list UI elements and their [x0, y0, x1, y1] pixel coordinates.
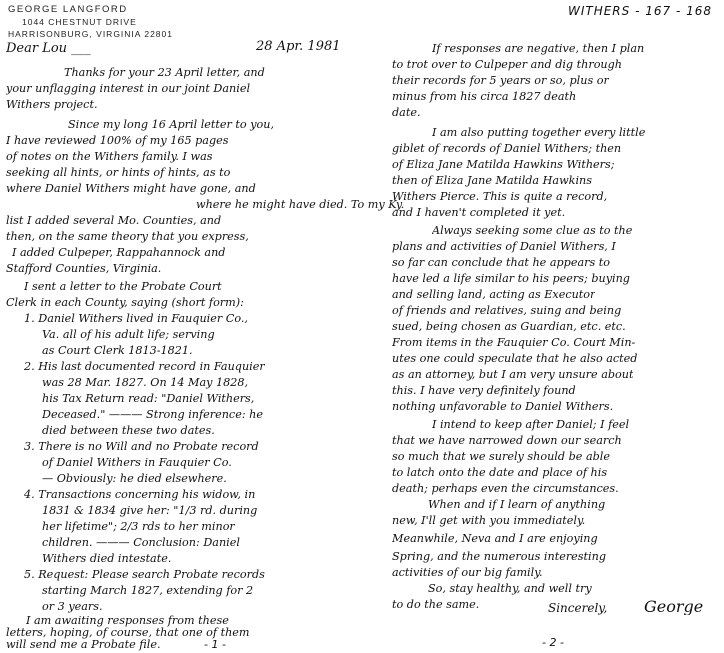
page-one-text-line: I sent a letter to the Probate Court	[24, 280, 222, 293]
page-one-text-line: seeking all hints, or hints of hints, as to	[6, 166, 231, 179]
page-two-text-line: so much that we surely should be able	[392, 450, 610, 463]
page-one-text-line: 3. There is no Will and no Probate record	[24, 440, 259, 453]
page-one-text-line: Thanks for your 23 April letter, and	[64, 66, 265, 79]
page-one-text-line: of notes on the Withers family. I was	[6, 150, 213, 163]
page-one-text-line: Va. all of his adult life; serving	[42, 328, 215, 341]
page-two-text-line: to trot over to Culpeper and dig through	[392, 58, 623, 71]
page-two-text-line: So, stay healthy, and well try	[428, 582, 592, 595]
page-one-text-line: Since my long 16 April letter to you,	[68, 118, 275, 131]
page-two-text-line: When and if I learn of anything	[428, 498, 606, 511]
closing: Sincerely,	[548, 601, 608, 615]
page-two-text-line: From items in the Fauquier Co. Court Min-	[392, 336, 636, 349]
page-two-text-line: of friends and relatives, suing and being	[392, 304, 622, 317]
page-one-text-line: where Daniel Withers might have gone, and	[6, 182, 256, 195]
page-two-text-line: utes one could speculate that he also acted	[392, 352, 638, 365]
page-one-text-line: I am awaiting responses from these	[26, 614, 229, 627]
page-one-text-line: children. ——— Conclusion: Daniel	[42, 536, 240, 549]
page-one-text-line: — Obviously: he died elsewhere.	[42, 472, 227, 485]
letterhead-street: 1044 CHESTNUT DRIVE	[22, 17, 137, 27]
signature: George	[644, 598, 704, 616]
page-two-text-line: minus from his circa 1827 death	[392, 90, 577, 103]
page-one-text-line: letters, hoping, of course, that one of them	[6, 626, 250, 639]
page-two-text-line: sued, being chosen as Guardian, etc. etc.	[392, 320, 626, 333]
page-one-text-line: 2. His last documented record in Fauquier	[24, 360, 265, 373]
page-two-text-line: plans and activities of Daniel Withers, I	[392, 240, 616, 253]
page-one-text-line: your unflagging interest in our joint Daniel	[6, 82, 251, 95]
page-two-text-line: then of Eliza Jane Matilda Hawkins	[392, 174, 592, 187]
page-two-text-line: so far can conclude that he appears to	[392, 256, 611, 269]
page-one-text-line: or 3 years.	[42, 600, 103, 613]
reference-code: WITHERS - 167 - 168	[567, 4, 712, 18]
page-two-text-line: giblet of records of Daniel Withers; then	[392, 142, 622, 155]
page-one-text-line: I have reviewed 100% of my 165 pages	[6, 134, 229, 147]
page-two-text-line: Meanwhile, Neva and I are enjoying	[392, 532, 598, 545]
page-one-text-line: of Daniel Withers in Fauquier Co.	[42, 456, 232, 469]
page-two-text-line: date.	[392, 106, 421, 119]
page-one-text-line: Withers project.	[6, 98, 98, 111]
page-one-text-line: 1831 & 1834 give her: "1/3 rd. during	[42, 504, 258, 517]
page-two-text-line: new, I'll get with you immediately.	[392, 514, 586, 527]
page-two-text-line: death; perhaps even the circumstances.	[392, 482, 619, 495]
page-one-text-line: Clerk in each County, saying (short form):	[6, 296, 244, 309]
page-one-text-line: where he might have died. To my Ky.	[196, 198, 405, 211]
letter-date: 28 Apr. 1981	[256, 39, 341, 54]
page-one-text-line: list I added several Mo. Counties, and	[6, 214, 222, 227]
page-one-text-line: as Court Clerk 1813-1821.	[42, 344, 193, 357]
page-two-text-line: I am also putting together every little	[432, 126, 646, 139]
letterhead-city: HARRISONBURG, VIRGINIA 22801	[8, 29, 173, 39]
page-two-text-line: Always seeking some clue as to the	[432, 224, 633, 237]
page-one-number: - 1 -	[204, 638, 226, 651]
letterhead-name: GEORGE LANGFORD	[8, 4, 128, 15]
salutation: Dear Lou ___	[6, 41, 91, 56]
page-two-text-line: Spring, and the numerous interesting	[392, 550, 606, 563]
page-one-text-line: 4. Transactions concerning his widow, in	[24, 488, 256, 501]
page-one-text-line: died between these two dates.	[42, 424, 215, 437]
page-one-text-line: Withers died intestate.	[42, 552, 172, 565]
page-two-text-line: nothing unfavorable to Daniel Withers.	[392, 400, 614, 413]
page-one-text-line: then, on the same theory that you express,	[6, 230, 249, 243]
page-one-text-line: Stafford Counties, Virginia.	[6, 262, 162, 275]
page-one-text-line: was 28 Mar. 1827. On 14 May 1828,	[42, 376, 249, 389]
page-one-text-line: 5. Request: Please search Probate records	[24, 568, 265, 581]
page-two-column	[392, 0, 718, 650]
page-two-text-line: to do the same.	[392, 598, 480, 611]
page-two-text-line: If responses are negative, then I plan	[432, 42, 645, 55]
page-two-text-line: as an attorney, but I am very unsure about	[392, 368, 634, 381]
page-two-text-line: and I haven't completed it yet.	[392, 206, 566, 219]
page-two-number: - 2 -	[542, 636, 564, 649]
page-one-text-line: 1. Daniel Withers lived in Fauquier Co.,	[24, 312, 248, 325]
page-two-text-line: to latch onto the date and place of his	[392, 466, 608, 479]
page-one-text-line: I added Culpeper, Rappahannock and	[12, 246, 226, 259]
page-one-text-line: her lifetime"; 2/3 rds to her minor	[42, 520, 235, 533]
page-two-text-line: and selling land, acting as Executor	[392, 288, 596, 301]
page-one-text-line: starting March 1827, extending for 2	[42, 584, 254, 597]
page-two-text-line: Withers Pierce. This is quite a record,	[392, 190, 608, 203]
page-two-text-line: activities of our big family.	[392, 566, 543, 579]
page-two-text-line: I intend to keep after Daniel; I feel	[432, 418, 630, 431]
page-one-column	[6, 0, 405, 651]
page-one-text-line: his Tax Return read: "Daniel Withers,	[42, 392, 255, 405]
page-one-text-line: will send me a Probate file.	[6, 638, 161, 651]
page-two-text-line: have led a life similar to his peers; buying	[392, 272, 630, 285]
page-one-text-line: Deceased." ——— Strong inference: he	[42, 408, 263, 421]
page-two-text-line: of Eliza Jane Matilda Hawkins Withers;	[392, 158, 615, 171]
page-two-text-line: their records for 5 years or so, plus or	[392, 74, 609, 87]
page-two-text-line: this. I have very definitely found	[392, 384, 576, 397]
page-two-text-line: that we have narrowed down our search	[392, 434, 622, 447]
